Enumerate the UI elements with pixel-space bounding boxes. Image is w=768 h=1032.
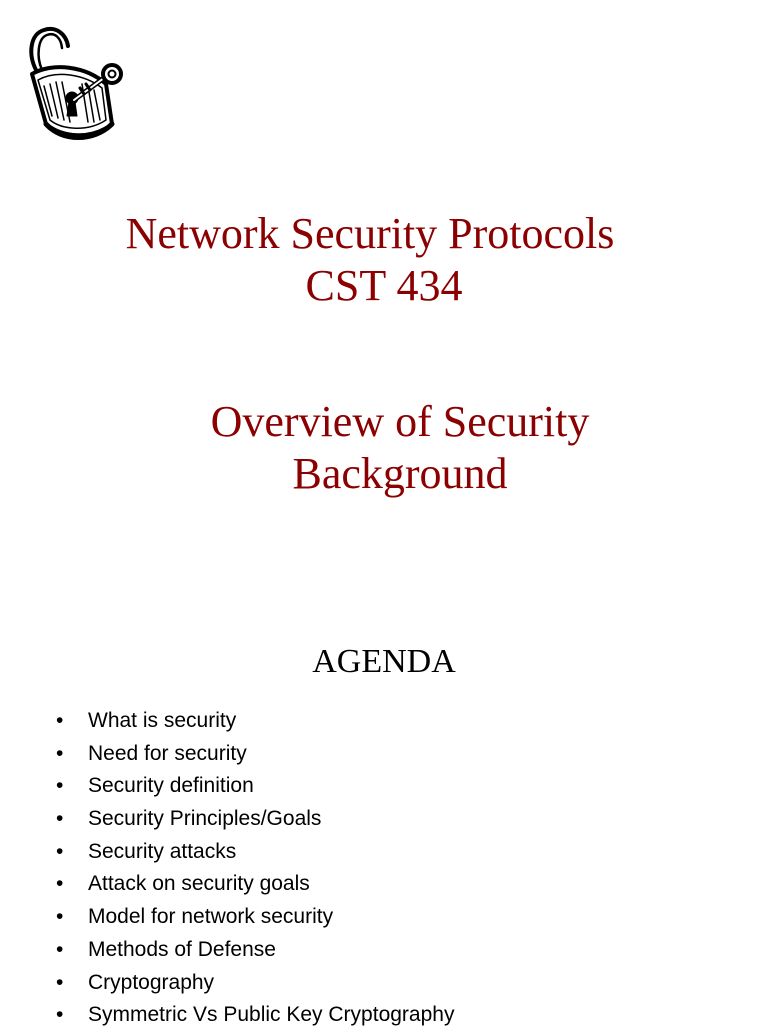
- bullet-icon: •: [56, 774, 64, 798]
- bullet-icon: •: [56, 905, 64, 929]
- agenda-list: [56, 705, 746, 1032]
- agenda-item-text: Security Principles/Goals: [88, 807, 322, 831]
- agenda-heading: AGENDA: [312, 643, 456, 680]
- bullet-icon: •: [56, 741, 64, 765]
- bullet-icon: •: [56, 937, 64, 961]
- agenda-item-text: Symmetric Vs Public Key Cryptography: [88, 1003, 455, 1027]
- title-line-1: Network Security Protocols: [125, 209, 615, 258]
- agenda-item-text: Methods of Defense: [88, 937, 276, 961]
- agenda-item-text: Attack on security goals: [88, 872, 310, 896]
- agenda-item-text: Need for security: [88, 741, 247, 765]
- bullet-icon: •: [56, 970, 64, 994]
- title-line-2: CST 434: [305, 261, 463, 310]
- agenda-item-text: Model for network security: [88, 905, 334, 929]
- agenda-item: [56, 901, 746, 934]
- agenda-item: [56, 967, 746, 1000]
- agenda-item: [56, 999, 746, 1032]
- bullet-icon: •: [56, 807, 64, 831]
- agenda-item-text: Cryptography: [88, 970, 215, 994]
- padlock-key-icon: [22, 24, 126, 142]
- agenda-item-text: Security definition: [88, 774, 254, 798]
- agenda-item: [56, 803, 746, 836]
- subtitle-line-2: Background: [292, 449, 508, 498]
- bullet-icon: •: [56, 709, 64, 732]
- agenda-item: [56, 705, 746, 738]
- agenda-item: [56, 836, 746, 869]
- agenda-item: [56, 770, 746, 803]
- slide-title: [0, 208, 768, 312]
- subtitle-line-1: Overview of Security: [210, 397, 590, 446]
- agenda-item: [56, 738, 746, 771]
- agenda-item: [56, 868, 746, 901]
- agenda-item-text: What is security: [88, 709, 237, 732]
- agenda-item-text: Security attacks: [88, 839, 237, 863]
- bullet-icon: •: [56, 839, 64, 863]
- agenda-item: [56, 934, 746, 967]
- bullet-icon: •: [56, 1003, 64, 1027]
- slide-subtitle: [180, 396, 620, 500]
- bullet-icon: •: [56, 872, 64, 896]
